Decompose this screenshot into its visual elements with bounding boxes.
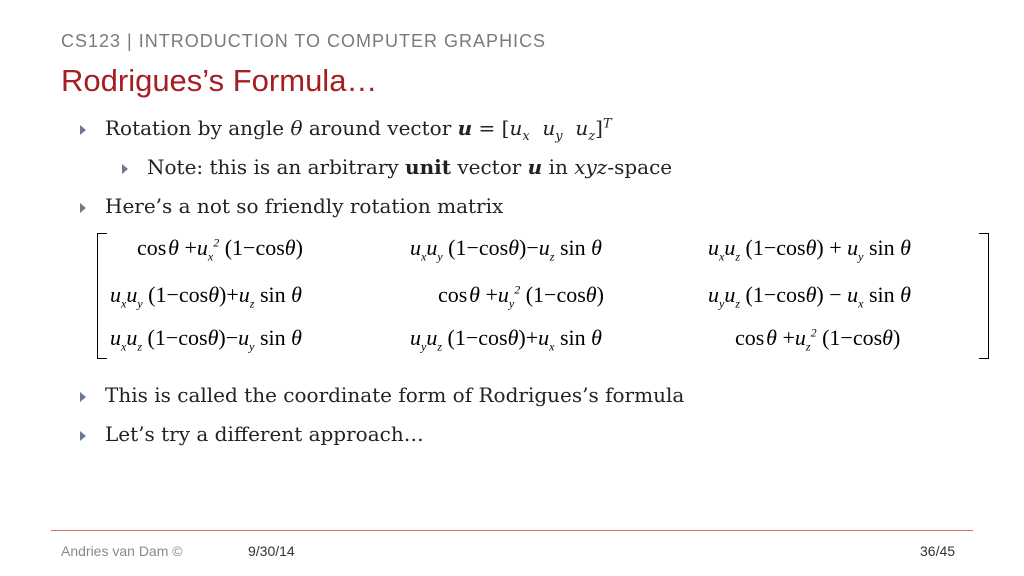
bullet-arrow-icon — [80, 203, 86, 213]
matrix-cell-13: $u_xu_z$ $(1-\cos\theta) + u_y$ sin θ — [708, 235, 911, 264]
matrix-left-bracket — [97, 233, 107, 359]
footer-divider — [51, 530, 973, 531]
bullet-different-approach: Let’s try a different approach… — [105, 422, 424, 446]
footer-date: 9/30/14 — [248, 543, 295, 559]
course-header: CS123 | INTRODUCTION TO COMPUTER GRAPHICS — [61, 31, 547, 51]
slide-title: Rodrigues’s Formula… — [61, 63, 378, 98]
sub-bullet-arrow-icon — [122, 164, 128, 174]
matrix-cell-22: cos $\theta +u_y^2$ (1−cosθ) — [438, 282, 604, 311]
footer-author: Andries van Dam © — [61, 543, 183, 559]
bullet-unit-note: Note: this is an arbitrary unit vector u in xyz-space — [147, 155, 673, 179]
bullet-matrix-intro: Here’s a not so friendly rotation matrix — [105, 194, 504, 218]
matrix-cell-32: $u_yu_z$ $(1-\cos\theta)+u_x$ sin θ — [410, 325, 602, 354]
bullet-rotation: Rotation by angle θ around vector $u = [u_x$ $u_y$ $u_z]^T$ — [105, 116, 612, 144]
matrix-cell-23: $u_yu_z$ $(1-\cos\theta) - u_x$ sin θ — [708, 282, 911, 311]
matrix-cell-21: $u_xu_y$ $(1-\cos\theta)+u_z$ sin θ — [110, 282, 302, 311]
matrix-cell-33: cos $\theta +u_z^2$ (1−cosθ) — [735, 325, 901, 354]
rotation-matrix — [95, 229, 995, 359]
bullet-coordinate-form: This is called the coordinate form of Rodrigues’s formula — [105, 383, 685, 407]
matrix-cell-11: cos $\theta +u_x^2$ (1−cosθ) — [137, 235, 303, 264]
bullet-arrow-icon — [80, 431, 86, 441]
matrix-cell-12: $u_xu_y$ $(1-\cos\theta)-u_z$ sin θ — [410, 235, 602, 264]
matrix-cell-31: $u_xu_z$ $(1-\cos\theta)-u_y$ sin θ — [110, 325, 302, 354]
bullet-arrow-icon — [80, 392, 86, 402]
bullet-arrow-icon — [80, 125, 86, 135]
footer-page-number: 36/45 — [920, 543, 956, 559]
matrix-right-bracket — [979, 233, 989, 359]
